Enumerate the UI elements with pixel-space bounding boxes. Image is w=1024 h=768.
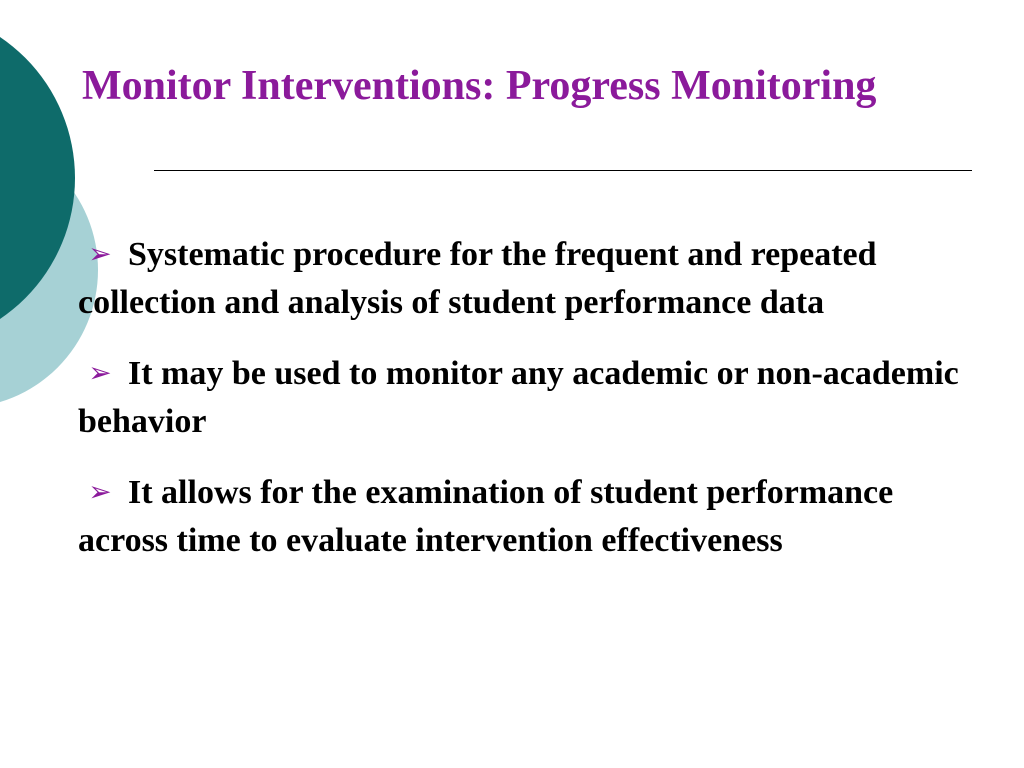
bullet-item [78, 230, 978, 327]
arrow-bullet-icon: ➢ [88, 475, 112, 508]
bullet-text: Systematic procedure for the frequent and repeated collection and analysis of student performance data [78, 236, 877, 321]
title-divider [154, 170, 972, 171]
bullet-text: It may be used to monitor any academic or non-academic behavior [78, 355, 959, 440]
slide-title: Monitor Interventions: Progress Monitoring [82, 63, 877, 109]
bullet-item [78, 349, 978, 446]
arrow-bullet-icon: ➢ [88, 237, 112, 270]
bullet-list [78, 230, 978, 587]
bullet-item [78, 468, 978, 565]
bullet-text: It allows for the examination of student performance across time to evaluate intervention effectiveness [78, 474, 894, 559]
arrow-bullet-icon: ➢ [88, 356, 112, 389]
